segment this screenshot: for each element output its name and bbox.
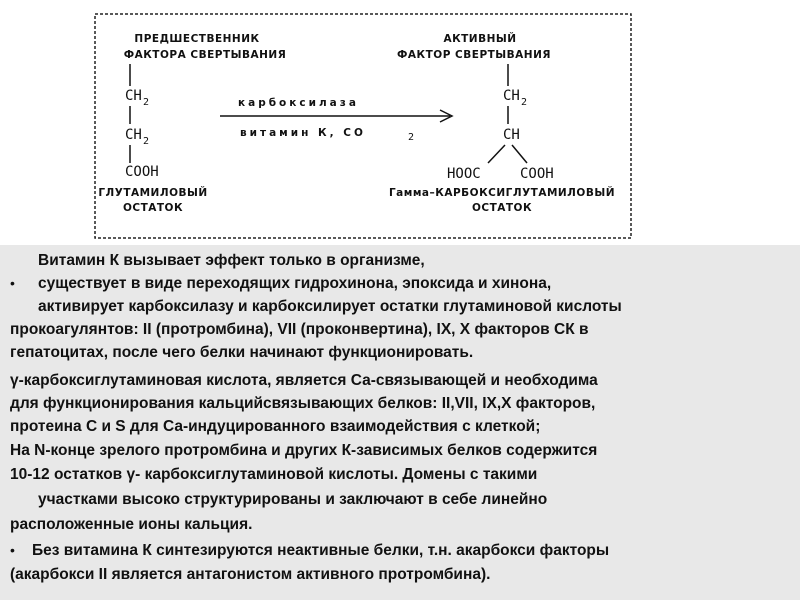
right-residue-1: Гамма–КАРБОКСИГЛУТАМИЛОВЫЙ <box>388 187 616 199</box>
carboxylation-diagram <box>0 0 800 245</box>
precursor-label-2: ФАКТОРА СВЕРТЫВАНИЯ <box>123 49 287 61</box>
right-hooc: HOOC <box>447 166 481 182</box>
left-residue-2: ОСТАТОК <box>122 202 184 214</box>
text-line-10: 10-12 остатков γ- карбоксиглутаминовой кислоты. Домены с такими <box>10 466 538 483</box>
right-ch: CH <box>503 127 520 143</box>
left-ch2-bottom: CH <box>125 127 142 143</box>
text-line-8: протеина С и S для Са-индуцированного взаимодействия с клеткой; <box>10 418 541 435</box>
arrow-bottom-sub: 2 <box>408 132 415 143</box>
text-line-5: гепатоцитах, после чего белки начинают функционировать. <box>10 344 474 361</box>
text-panel <box>0 245 800 600</box>
left-cooh: COOH <box>125 164 159 180</box>
right-residue-2: ОСТАТОК <box>471 202 533 214</box>
text-line-4: прокоагулянтов: II (протромбина), VII (проконвертина), IX, X факторов СК в <box>10 321 589 338</box>
left-ch2-bottom-sub: 2 <box>143 136 150 147</box>
left-residue-1: ГЛУТАМИЛОВЫЙ <box>98 187 208 199</box>
right-cooh: COOH <box>520 166 554 182</box>
left-ch2-top-sub: 2 <box>143 97 150 108</box>
arrow-top-label: карбоксилаза <box>238 97 359 109</box>
precursor-label-1: ПРЕДШЕСТВЕННИК <box>134 33 260 45</box>
text-line-6: γ-карбоксиглутаминовая кислота, является Са-связывающей и необходима <box>10 372 598 389</box>
text-line-9: На N-конце зрелого протромбина и других К-зависимых белков содержится <box>10 442 598 459</box>
right-ch2-sub: 2 <box>521 97 528 108</box>
text-line-2: существует в виде переходящих гидрохинона, эпоксида и хинона, <box>38 275 552 292</box>
text-line-13: Без витамина К синтезируются неактивные белки, т.н. акарбокси факторы <box>32 542 610 559</box>
bullet-2: • <box>10 542 15 558</box>
text-line-1: Витамин К вызывает эффект только в организме, <box>38 252 425 269</box>
right-ch2: CH <box>503 88 520 104</box>
active-label-2: ФАКТОР СВЕРТЫВАНИЯ <box>397 49 551 61</box>
text-line-7: для функционирования кальцийсвязывающих белков: II,VII, IX,X факторов, <box>10 395 596 412</box>
text-line-11: участками высоко структурированы и заключают в себе линейно <box>38 491 548 508</box>
text-line-3: активирует карбоксилазу и карбоксилирует остатки глутаминовой кислоты <box>38 298 622 315</box>
active-label-1: АКТИВНЫЙ <box>443 33 517 45</box>
right-bond-right <box>512 145 527 163</box>
right-bond-left <box>488 145 505 163</box>
left-ch2-top: CH <box>125 88 142 104</box>
text-line-14: (акарбокси II является антагонистом активного протромбина). <box>10 566 491 583</box>
text-line-12: расположенные ионы кальция. <box>10 516 253 533</box>
arrow-bottom-label: витамин К, СО <box>240 127 366 139</box>
bullet-1: • <box>10 275 15 291</box>
